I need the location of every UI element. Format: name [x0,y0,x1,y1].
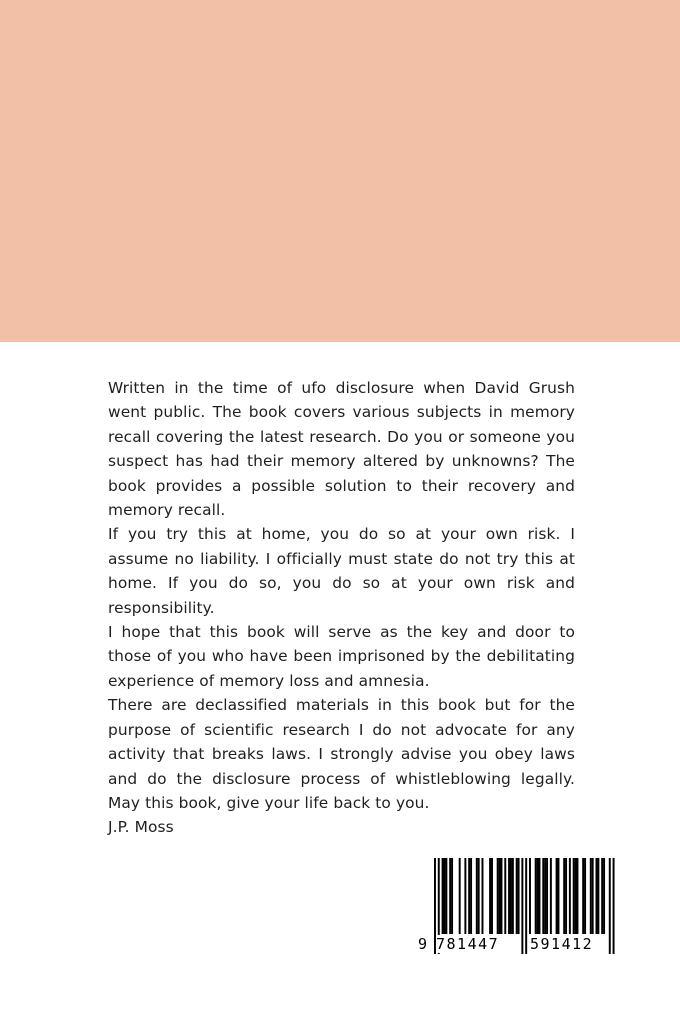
barcode-bar [468,858,470,934]
barcode-bar [590,858,592,934]
barcode-bar [476,858,478,934]
barcode-bar [442,858,444,934]
barcode-bar [582,858,584,934]
barcode-bar [558,858,560,934]
barcode-bar [516,858,518,934]
barcode-bar [497,858,499,934]
barcode-bar [529,858,531,934]
barcode-bar [539,858,541,934]
barcode-bar [478,858,480,934]
barcode-bar [470,858,472,934]
barcode-bar [518,858,520,934]
barcode-bar [565,858,567,934]
barcode-bar [597,858,599,934]
isbn-barcode [418,858,618,958]
barcode-bar [542,858,544,934]
barcode-bar [596,858,598,934]
barcode-bar [489,858,491,934]
barcode-lead-digit: 9 [418,935,429,953]
barcode-bar [537,858,539,934]
barcode-bar [556,858,558,934]
barcode-bar [459,858,461,934]
barcode-bar [501,858,503,934]
barcode-right-group: 591412 [530,935,594,953]
barcode-bar [550,858,552,934]
barcode-bar [482,858,484,934]
barcode-bar [563,858,565,934]
barcode-bar [577,858,579,934]
barcode-bar [546,858,548,934]
blurb-paragraph-2: If you try this at home, you do so at your own risk. I assume no liability. I officially must state do not try this at home. If you do so, you do so at your own risk and responsibility. [108,525,575,617]
barcode-bar [584,858,586,934]
blurb-paragraph-1: Written in the time of ufo disclosure when David Grush went public. The book covers various subjects in memory recall covering the latest research. Do you or someone you suspect has had their memory altered by unknowns? The book provides a possible solution to their recovery and memory recall. [108,379,575,520]
barcode-bar [464,858,466,934]
blurb-paragraph-3: I hope that this book will serve as the key and door to those of you who have been imprisoned by the debilitating experience of memory loss and amnesia. [108,623,575,690]
barcode-bar [592,858,594,934]
blurb-paragraph-4: There are declassified materials in this book but for the purpose of scientific research I do not advocate for any activity that breaks laws. I strongly advise you obey laws and do the disclosure process of whistleblowing legally. May this book, give your life back to you. [108,696,575,812]
barcode-bar [535,858,537,934]
barcode-bar [445,858,447,934]
barcode-bar [449,858,451,934]
barcode-bar [544,858,546,934]
barcode-bar [603,858,605,934]
barcode-bar [569,858,571,934]
barcode-bar [499,858,501,934]
barcode-bar [510,858,512,934]
barcode-bar [451,858,453,934]
barcode-bar [573,858,575,934]
barcode-digits [418,932,618,956]
author-signature: J.P. Moss [108,818,174,837]
barcode-bar [508,858,510,934]
barcode-bar [601,858,603,934]
barcode-left-group: 781447 [436,935,500,953]
back-cover-blurb [108,376,575,840]
cover-color-band [0,0,680,342]
barcode-bar [444,858,446,934]
barcode-bar [575,858,577,934]
barcode-bar [491,858,493,934]
barcode-bar [504,858,506,934]
barcode-bar [512,858,514,934]
